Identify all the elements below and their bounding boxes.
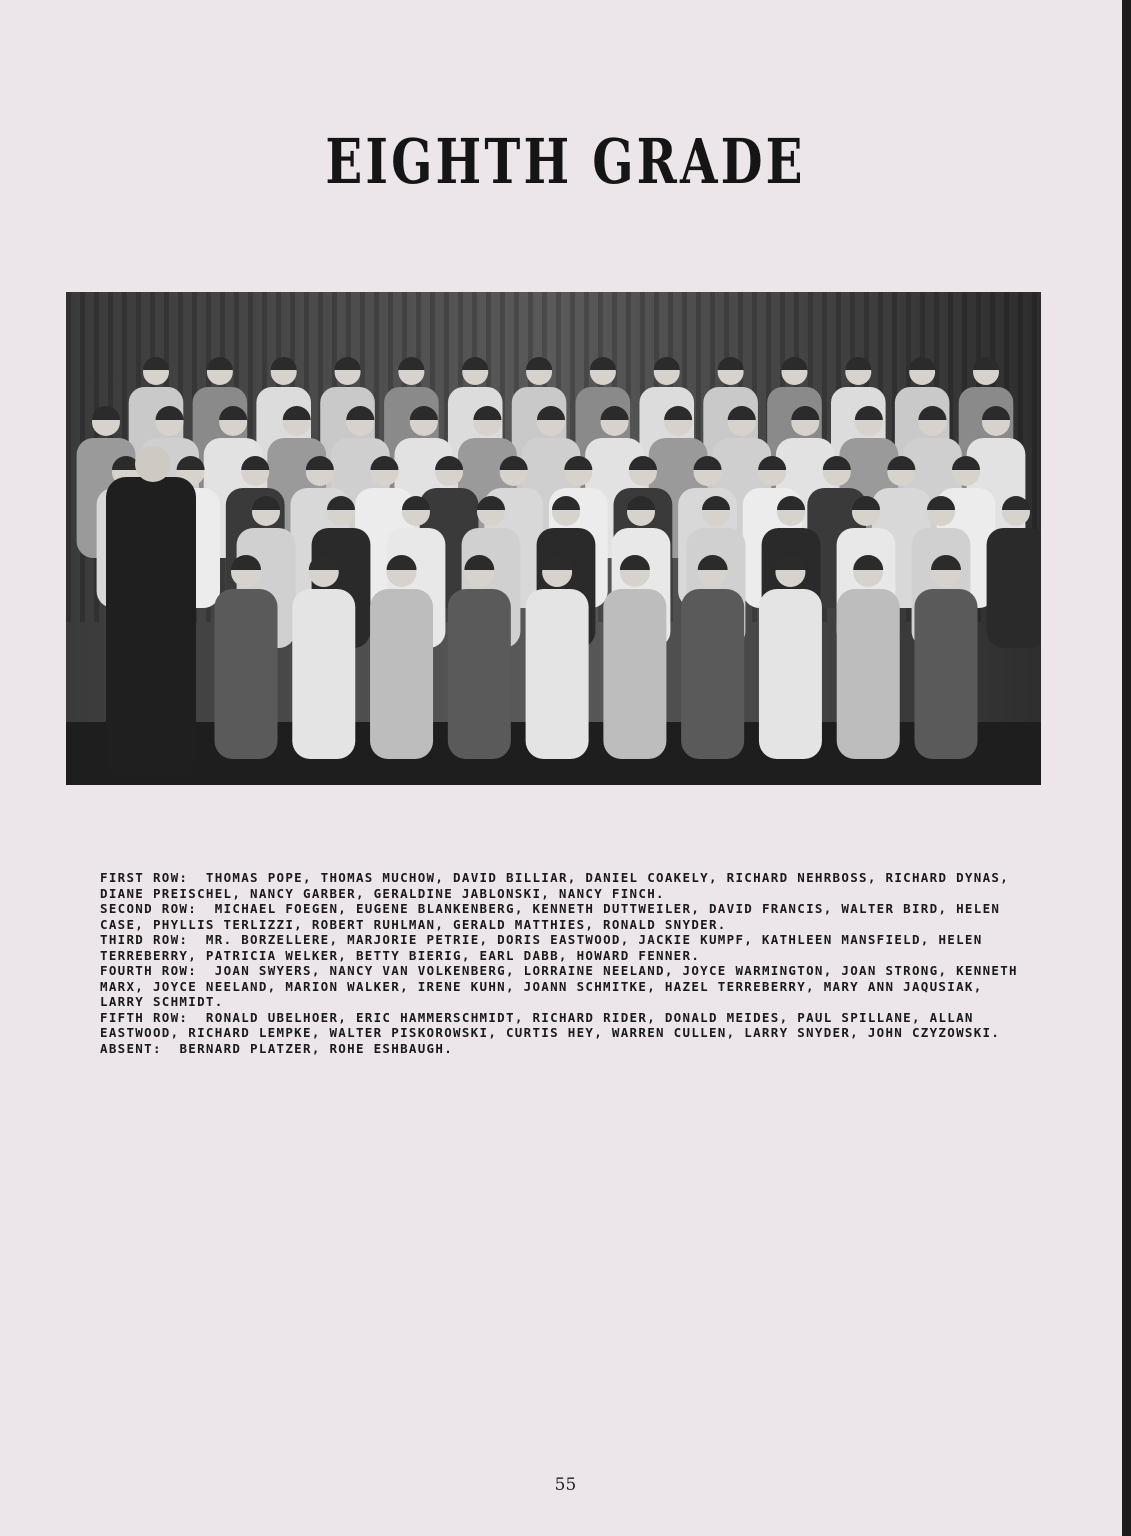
person-body: [292, 589, 355, 759]
row-names: MR. BORZELLERE, MARJORIE PETRIE, DORIS EASTWOOD, JACKIE KUMPF, KATHLEEN MANSFIELD, HELEN TERREBERRY, PATRICIA WELKER, BETTY BIERIG, EARL DABB, HOWARD FENNER.: [100, 932, 992, 963]
teacher-figure: [106, 477, 196, 777]
caption-row-third: [100, 932, 1030, 963]
teacher-head: [135, 446, 171, 482]
binding-edge: [1122, 0, 1131, 1536]
person-body: [987, 528, 1041, 648]
row-names: JOAN SWYERS, NANCY VAN VOLKENBERG, LORRAINE NEELAND, JOYCE WARMINGTON, JOAN STRONG, KENNETH MARX, JOYCE NEELAND, MARION WALKER, IRENE KUHN, JOANN SCHMITKE, HAZEL TERREBERRY, MARY ANN JAQUSIAK, LARRY SCHMIDT.: [100, 963, 1027, 1009]
person-body: [915, 589, 978, 759]
row-label: SECOND ROW:: [100, 901, 198, 916]
row-label: ABSENT:: [100, 1040, 162, 1056]
caption-row-first: [100, 870, 1030, 901]
row-names: THOMAS POPE, THOMAS MUCHOW, DAVID BILLIAR, DANIEL COAKELY, RICHARD NEHRBOSS, RICHARD DYNAS, DIANE PREISCHEL, NANCY GARBER, GERALDINE JABLONSKI, NANCY FINCH.: [100, 870, 1018, 901]
row-label: FIFTH ROW:: [100, 1009, 189, 1025]
page-title: EIGHTH GRADE: [325, 125, 806, 198]
person-body: [448, 589, 511, 759]
class-photo: [66, 292, 1041, 785]
person-body: [370, 589, 433, 759]
row-names: MICHAEL FOEGEN, EUGENE BLANKENBERG, KENNETH DUTTWEILER, DAVID FRANCIS, WALTER BIRD, HELEN CASE, PHYLLIS TERLIZZI, ROBERT RUHLMAN, GERALD MATTHIES, RONALD SNYDER.: [100, 901, 1010, 932]
page-number: 55: [554, 1475, 577, 1495]
caption-absent: [100, 1041, 1030, 1057]
person-body: [603, 589, 666, 759]
photo-caption: [100, 870, 1030, 1056]
person-body: [837, 589, 900, 759]
row-label: FIRST ROW:: [100, 870, 189, 885]
row-names: RONALD UBELHOER, ERIC HAMMERSCHMIDT, RICHARD RIDER, DONALD MEIDES, PAUL SPILLANE, ALLAN EASTWOOD, RICHARD LEMPKE, WALTER PISKOROWSKI, CURTIS HEY, WARREN CULLEN, LARRY SNYDER, JOHN CZYZOWSKI.: [100, 1009, 1001, 1040]
class-photo-image: [66, 292, 1041, 785]
row-names: BERNARD PLATZER, ROHE ESHBAUGH.: [179, 1040, 454, 1056]
person-body: [215, 589, 278, 759]
row-label: FOURTH ROW:: [100, 963, 198, 978]
caption-row-second: [100, 901, 1030, 932]
row-label: THIRD ROW:: [100, 932, 189, 947]
caption-row-fifth: [100, 1010, 1030, 1041]
person-body: [526, 589, 589, 759]
caption-row-fourth: [100, 963, 1030, 1010]
person-body: [681, 589, 744, 759]
person-body: [759, 589, 822, 759]
